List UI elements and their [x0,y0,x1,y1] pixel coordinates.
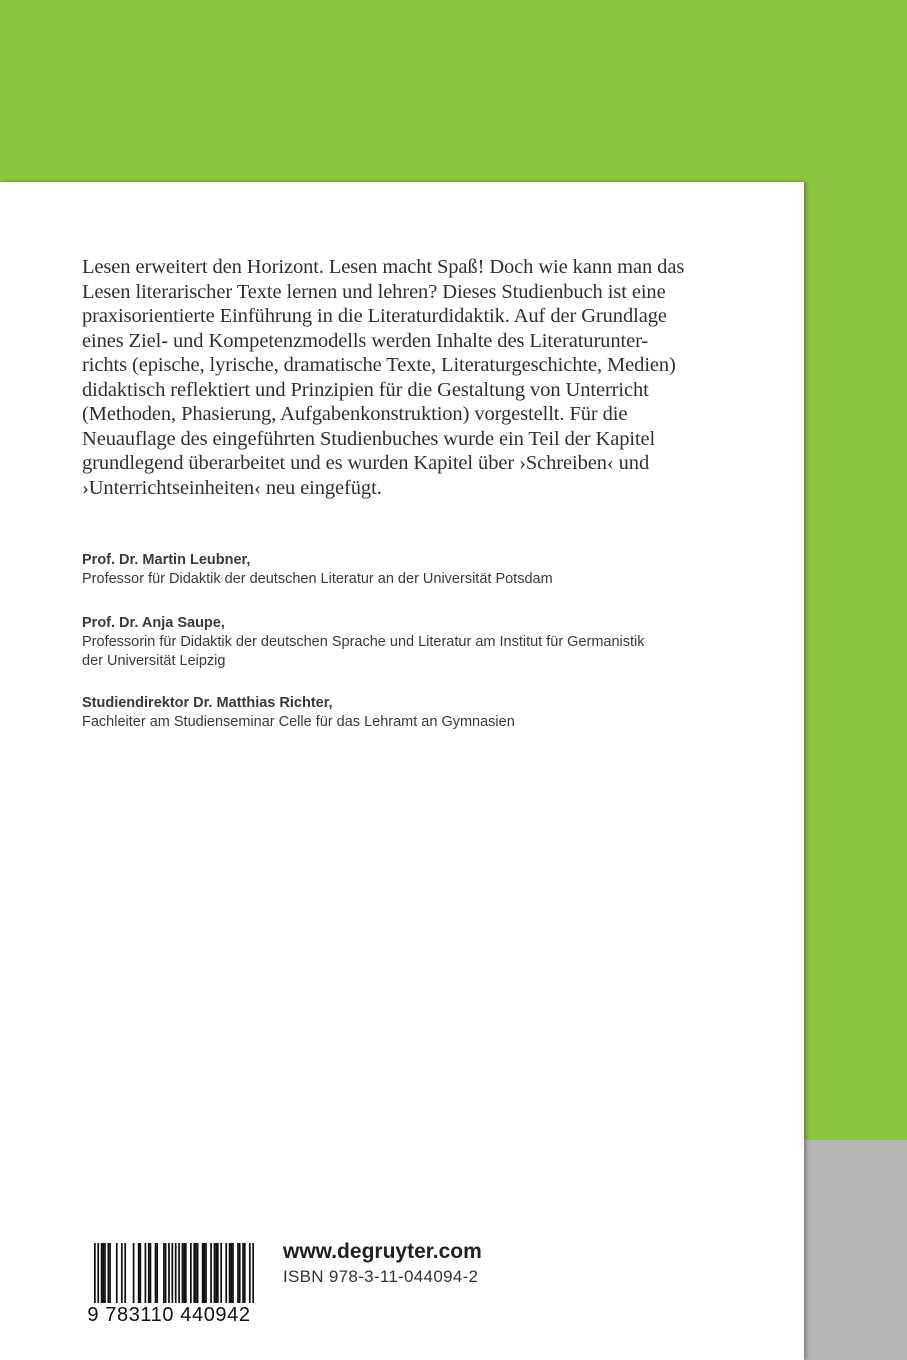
barcode-bar [193,1243,195,1305]
barcode-bar [150,1243,152,1305]
barcode-bar [178,1243,180,1305]
barcode-bar [165,1243,167,1305]
blurb-line: (Methoden, Phasierung, Aufgabenkonstruktion) vorgestellt. Für die [82,403,628,425]
barcode-bar [225,1243,227,1305]
barcode-bar [121,1243,123,1305]
author-name: Prof. Dr. Anja Saupe, [82,615,225,631]
barcode-bar [214,1243,216,1305]
barcode-bar [237,1243,239,1305]
barcode-bar [232,1243,234,1305]
blurb-line: grundlegend überarbeitet und es wurden Kapitel über ›Schreiben‹ und [82,452,650,474]
barcode-bar [217,1243,219,1305]
barcode-bar [107,1243,109,1305]
barcode-bar [244,1243,246,1305]
barcode-bar [242,1243,244,1305]
author-entry-leubner [82,551,762,589]
green-side-band [804,182,907,1140]
barcode-bar [139,1243,141,1305]
barcode-bar [168,1243,170,1305]
barcode-bar [101,1243,103,1305]
barcode-bar [145,1243,147,1305]
blurb-line: Lesen literarischer Texte lernen und lehren? Dieses Studienbuch ist eine [82,280,666,303]
barcode-bar [155,1243,157,1305]
author-role: Fachleiter am Studienseminar Celle für das Lehramt an Gymnasien [82,714,515,730]
blurb-line: praxisorientierte Einführung in die Literaturdidaktik. Auf der Grundlage [82,305,667,327]
blurb-line: richts (epische, lyrische, dramatische Texte, Literaturgeschichte, Medien) [82,354,676,376]
blurb-line: Lesen erweitert den Horizont. Lesen macht Spaß! Doch wie kann man das [82,256,685,278]
blurb-line: Neuauflage des eingeführten Studienbuches wurde ein Teil der Kapitel [82,427,656,450]
barcode-bar [163,1243,165,1305]
barcode-bar [230,1243,232,1305]
barcode-bar [148,1243,150,1305]
grey-side-band [804,1140,907,1360]
barcode-bar [116,1243,118,1305]
author-entry-saupe [82,614,762,671]
barcode-bar [104,1243,106,1305]
barcode-bar [156,1243,158,1305]
barcode-bar [190,1243,192,1305]
author-name: Prof. Dr. Martin Leubner, [82,552,251,568]
barcode-bar [203,1243,205,1305]
barcode-bar [182,1243,184,1305]
blurb-line: eines Ziel- und Kompetenzmodells werden Inhalte des Literaturunter- [82,329,649,352]
blurb-text [82,255,722,500]
isbn-barcode [84,1243,254,1343]
barcode-bar [109,1243,111,1305]
barcode-bar [124,1243,126,1305]
barcode-bar [202,1243,204,1305]
barcode-bar [133,1243,135,1305]
barcode-bar [197,1243,199,1305]
author-role: Professor für Didaktik der deutschen Literatur an der Universität Potsdam [82,571,553,587]
barcode-bar [102,1243,104,1305]
barcode-bar [220,1243,222,1305]
author-name: Studiendirektor Dr. Matthias Richter, [82,695,333,711]
barcode-bar [138,1243,140,1305]
barcode-bar [205,1243,207,1305]
blurb-line: ›Unterrichtseinheiten‹ neu eingefügt. [82,476,382,499]
isbn-number: ISBN 978-3-11-044094-2 [283,1267,479,1286]
author-role: der Universität Leipzig [82,653,226,669]
blurb-line: didaktisch reflektiert und Prinzipien für die Gestaltung von Unterricht [82,378,649,401]
barcode-bar [183,1243,185,1305]
publisher-url: www.degruyter.com [283,1240,482,1263]
barcode-bar [210,1243,212,1305]
author-entry-richter [82,694,762,732]
author-role: Professorin für Didaktik der deutschen Sprache und Literatur am Institut für Germanistik [82,634,645,650]
green-top-band [0,0,907,182]
barcode-digits: 9 783110 440942 [84,1303,254,1327]
barcode-bar [239,1243,241,1305]
barcode-bar [215,1243,217,1305]
barcode-bar [185,1243,187,1305]
barcode-bar [229,1243,231,1305]
barcode-bar [195,1243,197,1305]
